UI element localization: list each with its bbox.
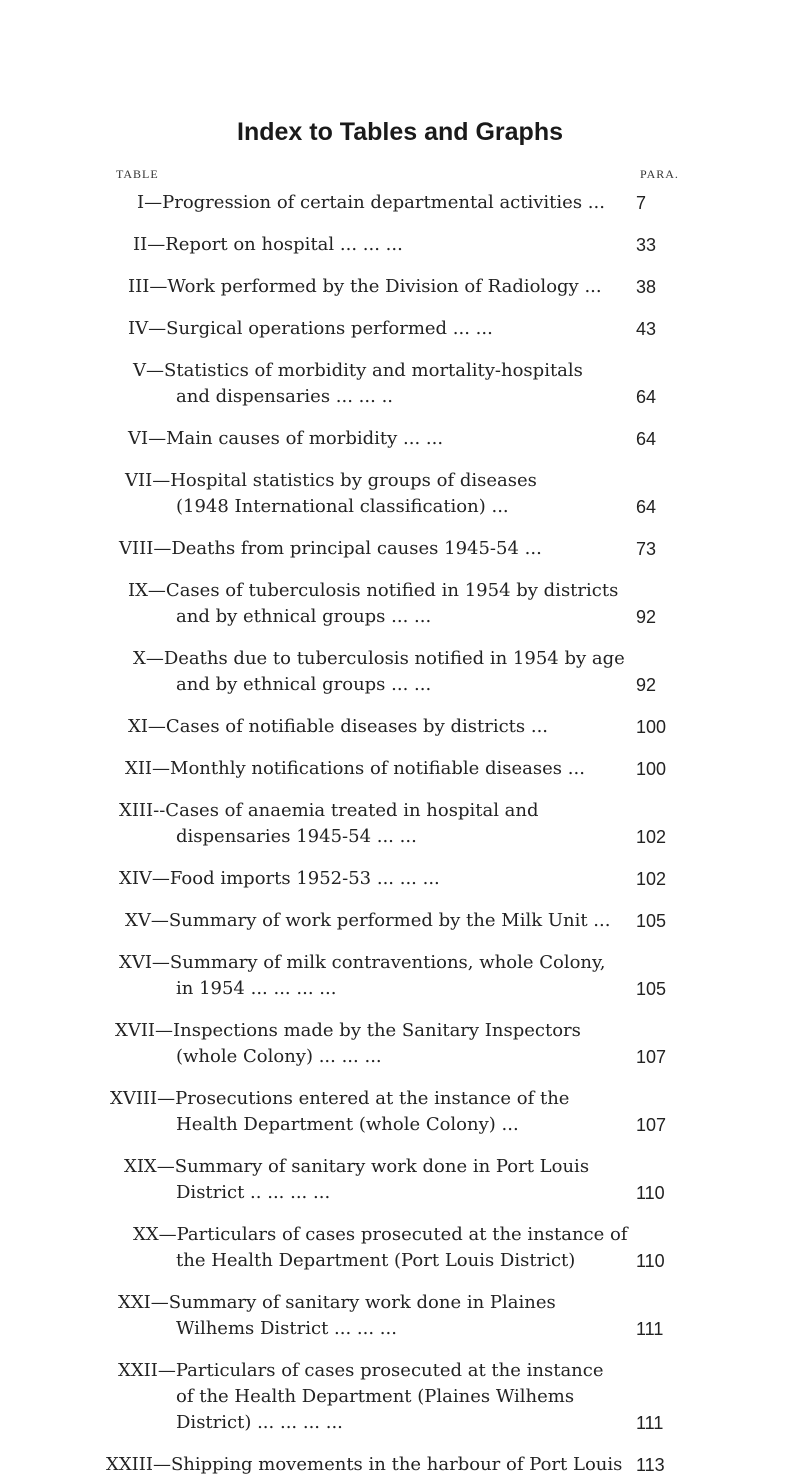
entry-text: XV—Summary of work performed by the Milk Unit ... [125, 910, 611, 931]
entry-text: XVIII—Prosecutions entered at the instance of the [110, 1088, 570, 1109]
index-entry [0, 232, 800, 258]
entry-para: 33 [636, 235, 657, 255]
entry-text-continued: and by ethnical groups ... ... [176, 606, 432, 627]
entry-text-continued: (whole Colony) ... ... ... [176, 1046, 382, 1067]
entry-text: III—Work performed by the Division of Radiology ... [128, 276, 602, 297]
entry-text: II—Report on hospital ... ... ... [133, 234, 403, 255]
index-entry [0, 1290, 800, 1342]
entry-para: 92 [636, 675, 657, 695]
entry-para: 110 [636, 1251, 665, 1271]
entry-text-continued: and dispensaries ... ... .. [176, 386, 394, 407]
index-entry [0, 1222, 800, 1274]
entry-para: 100 [636, 717, 667, 737]
entry-text-continued: dispensaries 1945-54 ... ... [176, 826, 417, 847]
entry-text: XVI—Summary of milk contraventions, whole Colony, [119, 952, 606, 973]
entry-para: 64 [636, 497, 657, 517]
index-entry [0, 578, 800, 630]
entry-para: 107 [636, 1047, 667, 1067]
index-entry [0, 468, 800, 520]
index-entry [0, 426, 800, 452]
index-entry [0, 1154, 800, 1206]
index-entry [0, 1452, 800, 1478]
entry-text: XI—Cases of notifiable diseases by districts ... [128, 716, 549, 737]
entry-text-continued: Health Department (whole Colony) ... [176, 1114, 519, 1135]
entry-text: VII—Hospital statistics by groups of diseases [125, 470, 537, 491]
entry-text-continued: District .. ... ... ... [176, 1182, 331, 1203]
entry-text-continued: the Health Department (Port Louis District) [176, 1250, 576, 1271]
page-title: Index to Tables and Graphs [237, 118, 563, 146]
entry-para: 100 [636, 759, 667, 779]
entry-text: XXI—Summary of sanitary work done in Plaines [118, 1292, 556, 1313]
entry-para: 111 [636, 1319, 664, 1339]
entry-text: XVII—Inspections made by the Sanitary Inspectors [115, 1020, 581, 1041]
entry-text: VI—Main causes of morbidity ... ... [128, 428, 444, 449]
column-header-table: TABLE [116, 167, 159, 181]
index-entry [0, 316, 800, 342]
entry-para: 111 [636, 1413, 664, 1433]
entry-text: X—Deaths due to tuberculosis notified in 1954 by age [133, 648, 625, 669]
index-entry [0, 646, 800, 698]
index-entry [0, 756, 800, 782]
entry-text: XII—Monthly notifications of notifiable diseases ... [125, 758, 585, 779]
entry-para: 43 [636, 319, 657, 339]
entry-text: V—Statistics of morbidity and mortality-hospitals [133, 360, 583, 381]
entry-para: 73 [636, 539, 657, 559]
entry-para: 105 [636, 911, 667, 931]
entry-text: VIII—Deaths from principal causes 1945-54 ... [119, 538, 542, 559]
index-entry [0, 190, 800, 216]
entry-text-continued: (1948 International classification) ... [176, 496, 509, 517]
entry-text: XX—Particulars of cases prosecuted at the instance of [133, 1224, 628, 1245]
entry-para: 105 [636, 979, 667, 999]
entry-text: XXII—Particulars of cases prosecuted at the instance [118, 1360, 604, 1381]
entry-text: IX—Cases of tuberculosis notified in 1954 by districts [128, 580, 619, 601]
entry-text-continued: in 1954 ... ... ... ... [176, 978, 337, 999]
index-entry [0, 1358, 800, 1436]
index-entry [0, 714, 800, 740]
index-entry [0, 536, 800, 562]
entry-text-continued: of the Health Department (Plaines Wilhems [176, 1386, 575, 1407]
entry-text: IV—Surgical operations performed ... ... [128, 318, 493, 339]
entry-para: 7 [636, 193, 647, 213]
entry-para: 102 [636, 869, 667, 889]
entry-para: 102 [636, 827, 667, 847]
entry-para: 110 [636, 1183, 665, 1203]
column-header-para: PARA. [640, 167, 679, 181]
index-entry [0, 1086, 800, 1138]
entry-para: 64 [636, 387, 657, 407]
index-entry [0, 950, 800, 1002]
entry-text-continued: Wilhems District ... ... ... [176, 1318, 397, 1339]
entry-para: 113 [636, 1455, 665, 1475]
entry-text: I—Progression of certain departmental activities ... [137, 192, 605, 213]
entry-text-continued: and by ethnical groups ... ... [176, 674, 432, 695]
entry-para: 64 [636, 429, 657, 449]
entry-text: XXIII—Shipping movements in the harbour of Port Louis [106, 1454, 623, 1475]
index-entry [0, 908, 800, 934]
entry-text: XIII--Cases of anaemia treated in hospital and [119, 800, 539, 821]
entry-text-continued: District) ... ... ... ... [176, 1412, 343, 1433]
entry-text: XIX—Summary of sanitary work done in Port Louis [124, 1156, 590, 1177]
entry-text: XIV—Food imports 1952-53 ... ... ... [119, 868, 440, 889]
entry-para: 92 [636, 607, 657, 627]
entry-para: 38 [636, 277, 657, 297]
index-entry [0, 358, 800, 410]
index-entry [0, 798, 800, 850]
index-entry [0, 866, 800, 892]
index-entry [0, 274, 800, 300]
index-entry [0, 1018, 800, 1070]
entry-para: 107 [636, 1115, 667, 1135]
